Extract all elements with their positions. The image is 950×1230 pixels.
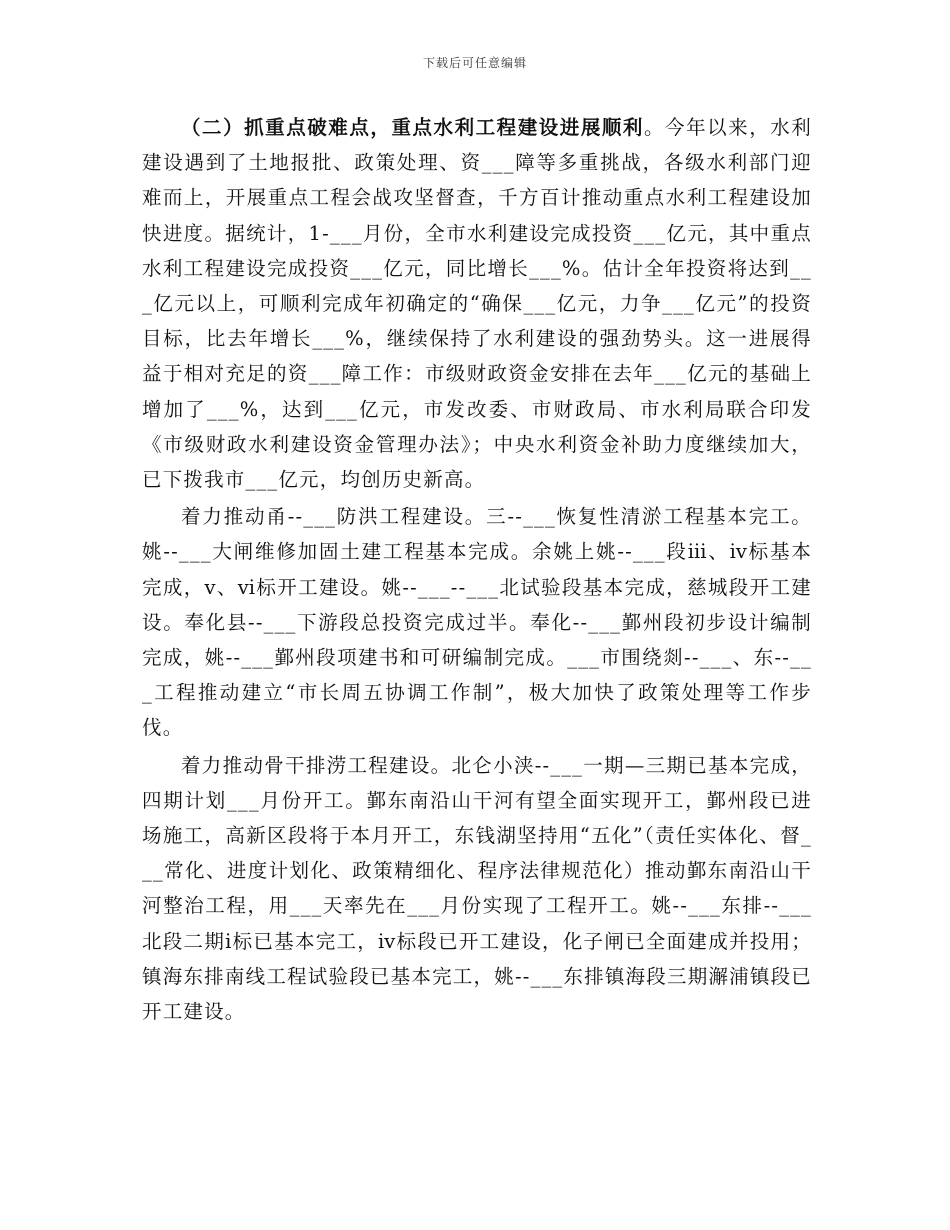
header-note: 下载后可任意编辑 [422,56,527,70]
paragraph-drainage [142,748,812,1030]
paragraph-text: 着力推动甬--___防洪工程建设。三--___恢复性清淤工程基本完工。姚--___大闸维修加固土建工程基本完成。余姚上姚--___段ⅲ、ⅳ标基本完成，ⅴ、ⅵ标开工建设。姚--___--___北试验段基本完成，慈城段开工建设。奉化县--___下游段总投资完成过半。奉化--___鄞州段初步设计编制完成，姚--___鄞州段项建书和可研编制完成。___市围绕剡--___、东--___工程推动建立“市长周五协调工作制”，极大加快了政策处理等工作步伐。 [142,505,812,740]
paragraph-text: 。今年以来，水利建设遇到了土地报批、政策处理、资___障等多重挑战，各级水利部门迎难而上，开展重点工程会战攻坚督查，千方百计推动重点水利工程建设加快进度。据统计，1-___月份，全市水利建设完成投资___亿元，其中重点水利工程建设完成投资___亿元，同比增长___%。估计全年投资将达到___亿元以上，可顺利完成年初确定的“确保___亿元，力争___亿元”的投资目标，比去年增长___%，继续保持了水利建设的强劲势头。这一进展得益于相对充足的资___障工作：市级财政资金安排在去年___亿元的基础上增加了___%，达到___亿元，市发改委、市财政局、市水利局联合印发《市级财政水利建设资金管理办法》；中央水利资金补助力度继续加大，已下拨我市___亿元，均创历史新高。 [142,116,812,492]
paragraph-flood-control [142,499,812,745]
section-heading: （二）抓重点破难点，重点水利工程建设进展顺利 [181,116,644,139]
paragraph-key-projects [142,110,812,497]
paragraph-text: 着力推动骨干排涝工程建设。北仑小浃--___一期—三期已基本完成，四期计划___月份开工。鄞东南沿山干河有望全面实现开工，鄞州段已进场施工，高新区段将于本月开工，东钱湖坚持用“五化”（责任实体化、督___常化、进度计划化、政策精细化、程序法律规范化）推动鄞东南沿山干河整治工程，用___天率先在___月份实现了工程开工。姚--___东排--___北段二期ⅰ标已基本完工，ⅳ标段已开工建设，化子闸已全面建成并投用；镇海东排南线工程试验段已基本完工，姚--___东排镇海段三期澥浦镇段已开工建设。 [142,753,812,1024]
document-body [142,110,812,1029]
